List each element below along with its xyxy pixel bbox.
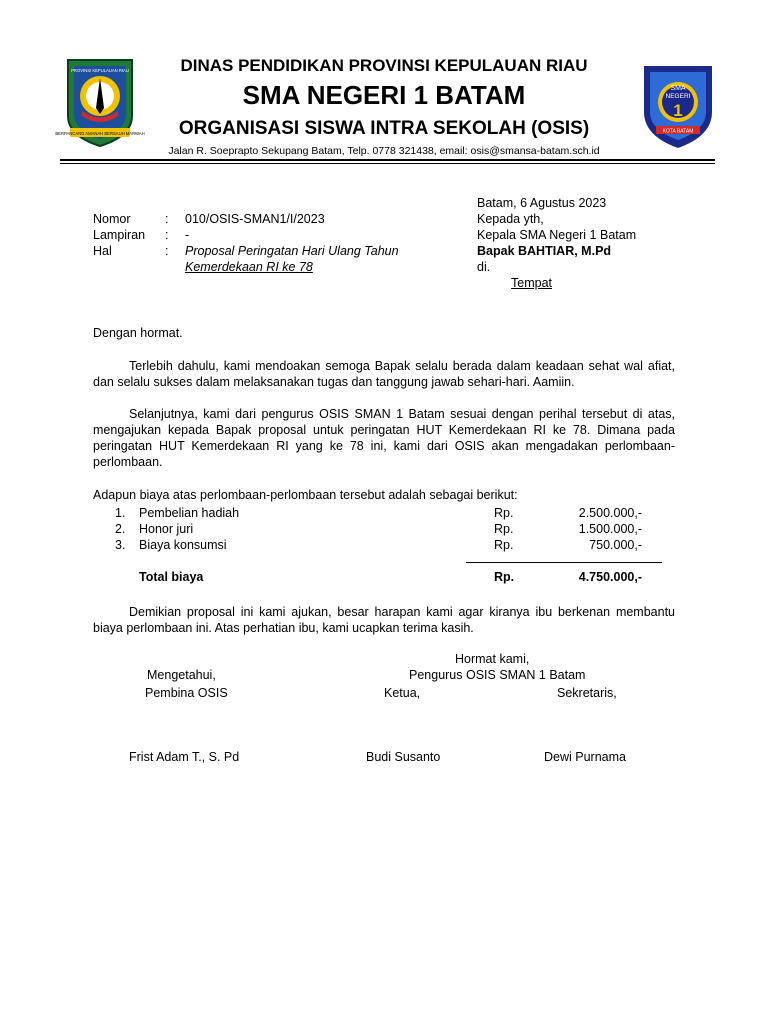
hal-label: Hal bbox=[93, 244, 112, 258]
hal-colon: : bbox=[165, 244, 169, 258]
org-title: ORGANISASI SISWA INTRA SEKOLAH (OSIS) bbox=[178, 118, 590, 139]
header-rule-thick bbox=[60, 159, 715, 161]
cost-item-label: Biaya konsumsi bbox=[139, 538, 227, 552]
total-amount: 4.750.000,- bbox=[578, 570, 642, 584]
total-rule bbox=[466, 562, 662, 563]
cost-item-label: Honor juri bbox=[139, 522, 194, 536]
place-date: Batam, 6 Agustus 2023 bbox=[477, 196, 607, 210]
cost-item-no: 2. bbox=[115, 522, 126, 536]
cost-item-amount: 750.000,- bbox=[589, 538, 642, 552]
lampiran-colon: : bbox=[165, 228, 169, 242]
cost-item-amount: 2.500.000,- bbox=[578, 506, 642, 520]
recipient-place: Tempat bbox=[511, 276, 552, 290]
cost-item-currency: Rp. bbox=[494, 522, 514, 536]
school-emblem-line2: NEGERI bbox=[665, 93, 691, 100]
recipient-name: Bapak BAHTIAR, M.Pd bbox=[477, 244, 612, 258]
paragraph-3: Demikian proposal ini kami ajukan, besar harapan kami agar kiranya ibu berkenan membantu biaya perlombaan ini. Atas perhatian ibu, kami ucapkan terima kasih. bbox=[93, 605, 675, 635]
left-role-1: Mengetahui, bbox=[147, 668, 216, 682]
lampiran-value: - bbox=[185, 228, 190, 242]
mid-role: Ketua, bbox=[384, 686, 421, 700]
right-role: Sekretaris, bbox=[557, 686, 617, 700]
paragraph-1: Terlebih dahulu, kami mendoakan semoga Bapak selalu berada dalam keadaan sehat wal afiat, dan selalu sukses dalam melaksanakan tugas dan tanggung jawab sehari-hari. Aamiin. bbox=[93, 359, 675, 389]
signatory-org: Pengurus OSIS SMAN 1 Batam bbox=[409, 668, 586, 682]
lampiran-label: Lampiran bbox=[93, 228, 146, 242]
agency-title: DINAS PENDIDIKAN PROVINSI KEPULAUAN RIAU bbox=[180, 56, 588, 75]
cost-item-no: 3. bbox=[115, 538, 126, 552]
header-rule-thin bbox=[60, 163, 715, 164]
mid-signatory-name: Budi Susanto bbox=[366, 750, 441, 764]
total-label: Total biaya bbox=[139, 570, 204, 584]
total-currency: Rp. bbox=[494, 570, 515, 584]
left-signatory-name: Frist Adam T., S. Pd bbox=[129, 750, 240, 764]
greeting: Dengan hormat. bbox=[93, 326, 183, 340]
school-emblem-bottom: KOTA BATAM bbox=[662, 128, 694, 135]
cost-item-no: 1. bbox=[115, 506, 126, 520]
school-title: SMA NEGERI 1 BATAM bbox=[242, 80, 526, 110]
address-line: Jalan R. Soeprapto Sekupang Batam, Telp. 0778 321438, email: osis@smansa-batam.sch.id bbox=[168, 145, 600, 157]
cost-item-label: Pembelian hadiah bbox=[139, 506, 240, 520]
left-role-2: Pembina OSIS bbox=[145, 686, 228, 700]
cost-item-amount: 1.500.000,- bbox=[578, 522, 642, 536]
cost-item-currency: Rp. bbox=[494, 506, 514, 520]
recipient-di: di. bbox=[477, 260, 491, 274]
paragraph-2: Selanjutnya, kami dari pengurus OSIS SMAN 1 Batam sesuai dengan perihal tersebut di atas, mengajukan kepada Bapak proposal untuk peringatan HUT Kemerdekaan RI ke 78. Dimana pada peringatan HUT Kemerdekaan RI yang ke 78 ini, kami dari OSIS akan mengadakan perlombaan-perlombaan. bbox=[93, 407, 675, 469]
recipient-line1: Kepada yth, bbox=[477, 212, 544, 226]
cost-item-currency: Rp. bbox=[494, 538, 514, 552]
cost-intro: Adapun biaya atas perlombaan-perlombaan tersebut adalah sebagai berikut: bbox=[93, 488, 518, 502]
emblem-top-text: PROVINSI KEPULAUAN RIAU bbox=[71, 68, 129, 73]
nomor-colon: : bbox=[165, 212, 169, 226]
closing: Hormat kami, bbox=[455, 652, 530, 666]
nomor-value: 010/OSIS-SMAN1/I/2023 bbox=[185, 212, 325, 226]
emblem-ribbon-text: BERPANCANG AMANAH BERSAUH MARWAH bbox=[55, 131, 145, 136]
right-signatory-name: Dewi Purnama bbox=[544, 750, 626, 764]
nomor-label: Nomor bbox=[93, 212, 131, 226]
school-emblem-numeral: 1 bbox=[673, 101, 683, 120]
hal-value-line1: Proposal Peringatan Hari Ulang Tahun bbox=[185, 244, 399, 258]
hal-value-line2: Kemerdekaan RI ke 78 bbox=[185, 260, 313, 274]
recipient-line2: Kepala SMA Negeri 1 Batam bbox=[477, 228, 637, 242]
school-emblem-line1: SMA bbox=[670, 85, 686, 92]
